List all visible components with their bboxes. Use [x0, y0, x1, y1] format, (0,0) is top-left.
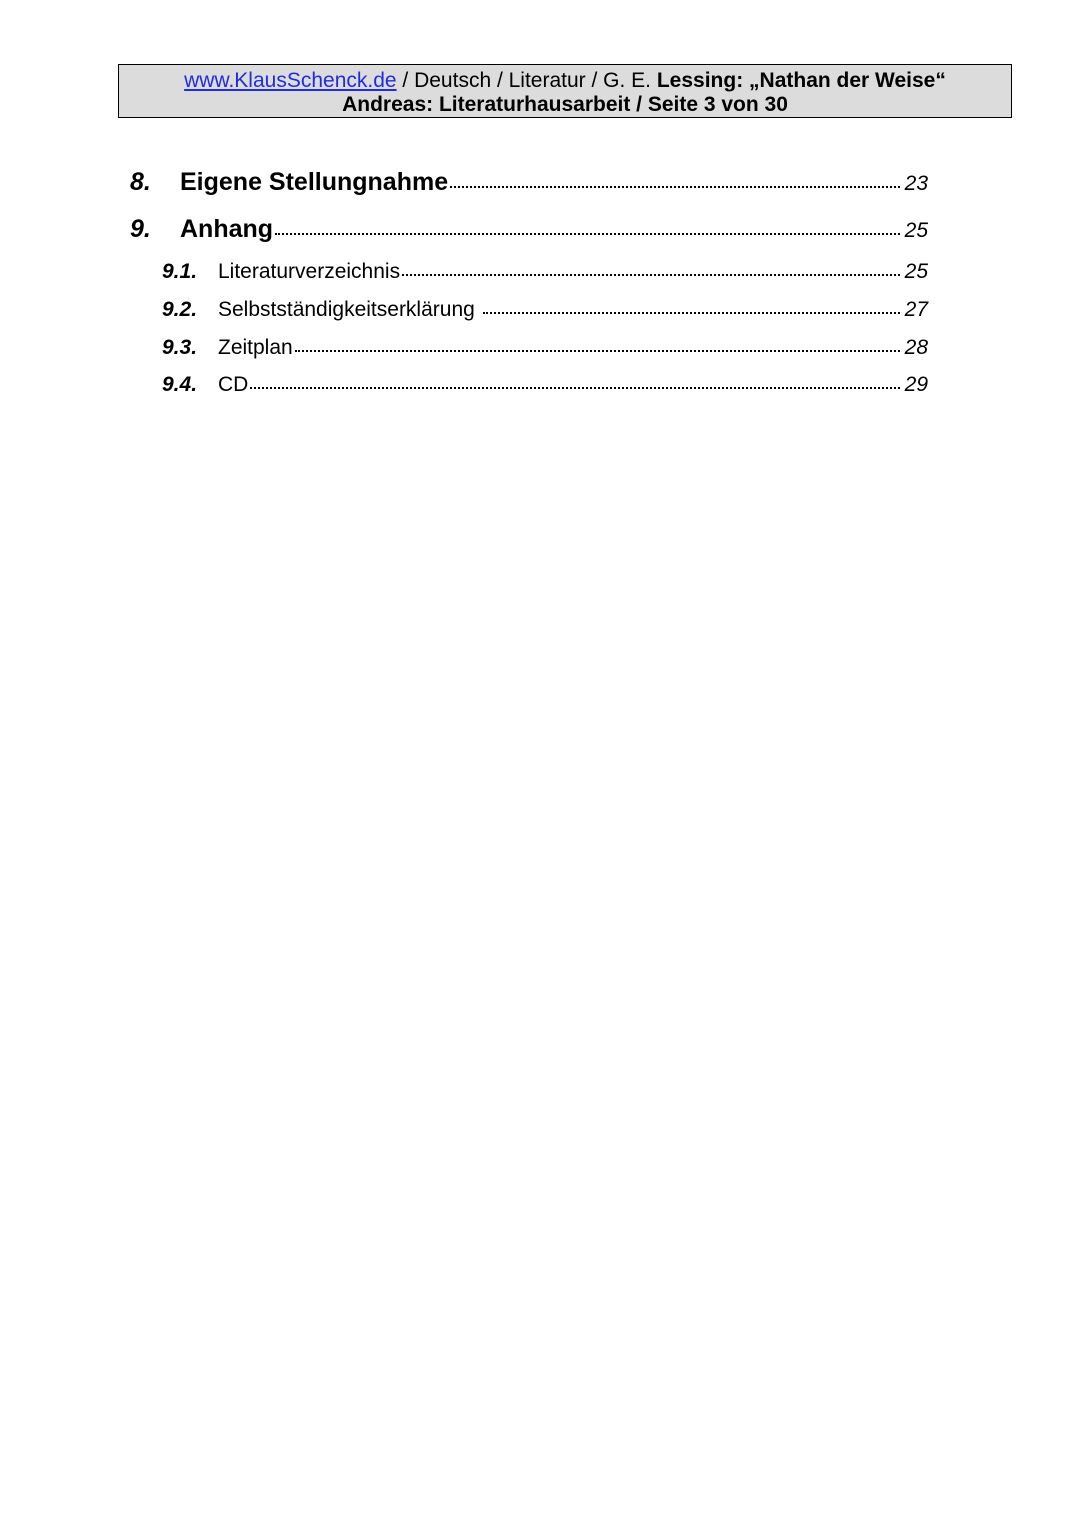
toc-subentry-title: Selbstständigkeitserklärung — [218, 298, 475, 321]
toc-entry-number: 8. — [130, 168, 151, 196]
toc-subentry-number: 9.3. — [162, 336, 198, 359]
toc-entry-title: Anhang — [180, 215, 274, 243]
toc-subentry[interactable] — [162, 260, 928, 290]
toc-subentry-title: CD — [218, 373, 249, 396]
toc-subentry-page: 25 — [904, 260, 928, 283]
toc-subentry-number: 9.2. — [162, 298, 198, 321]
toc-entry-page: 25 — [904, 219, 928, 242]
toc-dot-leader — [450, 186, 900, 188]
toc-dot-leader — [250, 387, 900, 389]
toc-subentry[interactable] — [162, 336, 928, 366]
toc-dot-leader — [402, 274, 900, 276]
toc-subentry-number: 9.1. — [162, 260, 198, 283]
header-work-title: Lessing: „Nathan der Weise“ — [656, 69, 946, 92]
toc-entry[interactable] — [130, 168, 928, 202]
header-line-2: Andreas: Literaturhausarbeit / Seite 3 von 30 — [342, 93, 788, 116]
toc-subentry-page: 28 — [904, 336, 928, 359]
toc-entry-number: 9. — [130, 215, 151, 243]
toc-entry-page: 23 — [904, 172, 928, 195]
header-line-1 — [119, 69, 1011, 93]
toc-subentry[interactable] — [162, 373, 928, 403]
toc-subentry[interactable] — [162, 298, 928, 328]
site-link[interactable]: www.KlausSchenck.de — [184, 69, 397, 92]
toc-dot-leader — [295, 350, 900, 352]
header-path: / Deutsch / Literatur / G. E. — [396, 69, 657, 92]
toc-subentry-number: 9.4. — [162, 373, 198, 396]
toc-subentry-page: 27 — [904, 298, 928, 321]
page-header — [118, 64, 1012, 118]
toc-subentry-title: Zeitplan — [218, 336, 293, 359]
toc-entry-title: Eigene Stellungnahme — [180, 168, 449, 196]
toc-entry[interactable] — [130, 215, 928, 249]
toc-subentry-page: 29 — [904, 373, 928, 396]
toc-dot-leader — [275, 233, 900, 235]
toc-dot-leader — [483, 312, 900, 314]
toc-subentry-title: Literaturverzeichnis — [218, 260, 401, 283]
